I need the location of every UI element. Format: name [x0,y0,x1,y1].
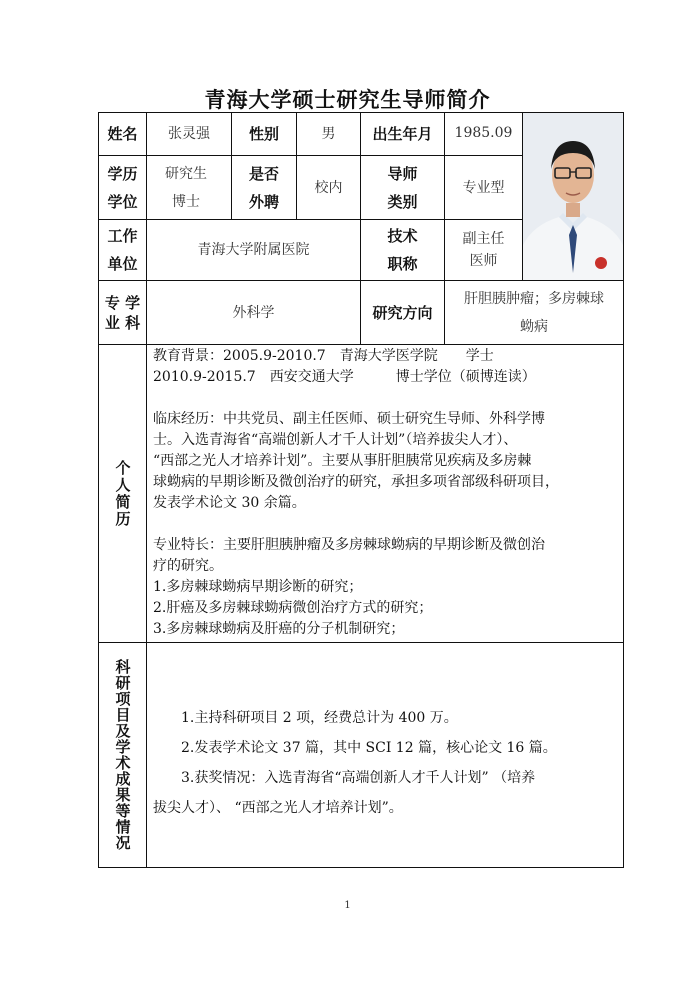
resume-line: 疗的研究。 [153,558,223,574]
tech-title-label-line2: 职称 [387,255,418,273]
education-label [99,156,146,219]
work-unit-label-line1: 工作 [107,227,138,245]
major-label [99,281,146,344]
external-label-line1: 是否 [248,164,279,183]
achievement-line: 3.获奖情况：入选青海省“高端创新人才千人计划” （培养 [181,770,536,786]
education-label-line2: 学位 [107,192,138,211]
external-label-line2: 外聘 [248,192,279,211]
resume-line: 临床经历：中共党员、副主任医师、硕士研究生导师、外科学博 [153,411,545,427]
achievement-line: 2.发表学术论文 37 篇，其中 SCI 12 篇，核心论文 16 篇。 [181,740,557,756]
supervisor-type-label [361,156,444,219]
resume-spacer [153,514,621,535]
gender-value: 男 [321,126,336,142]
resume-content [153,346,621,640]
profile-photo [523,113,623,280]
education-value-line2: 博士 [172,193,200,210]
document-title: 青海大学硕士研究生导师简介 [204,88,491,112]
achievements-label [99,643,146,867]
resume-line: 士。入选青海省“高端创新人才千人计划”（培养拔尖人才）、 [153,432,518,448]
work-unit-value: 青海大学附属医院 [197,242,310,258]
achievements-content [153,703,621,823]
name-value: 张灵强 [168,126,210,142]
resume-line: 1.多房棘球蚴病早期诊断的研究； [153,579,363,595]
resume-spacer [153,388,621,409]
resume-line: 教育背景：2005.9-2010.7 青海大学医学院 学士 [153,348,494,364]
external-value: 校内 [314,179,343,196]
education-value [147,156,231,219]
research-direction-line1: 肝胆胰肿瘤；多房棘球 [464,290,604,307]
research-direction-label: 研究方向 [372,303,433,322]
major-value: 外科学 [232,304,275,321]
gender-label: 性别 [248,125,279,143]
achievements-label-text: 科研项目及学术成果等情况 [113,659,132,851]
tech-title-value-line2: 医师 [469,253,498,269]
resume-line: “西部之光人才培养计划”。主要从事肝胆胰常见疾病及多房棘 [153,453,532,469]
page-number: 1 [344,900,351,911]
resume-line: 2.肝癌及多房棘球蚴病微创治疗方式的研究； [153,600,433,616]
supervisor-type-label-line2: 类别 [387,192,418,211]
supervisor-type-label-line1: 导师 [387,164,418,183]
tech-title-value [445,220,522,280]
resume-line: 2010.9-2015.7 西安交通大学 博士学位（硕博连读） [153,369,536,385]
education-label-line1: 学历 [107,164,138,183]
tech-title-value-line1: 副主任 [462,231,505,247]
tech-title-label [361,220,444,280]
external-label [232,156,296,219]
work-unit-label-line2: 单位 [107,255,138,273]
education-value-line1: 研究生 [165,165,207,182]
resume-line: 专业特长：主要肝胆胰肿瘤及多房棘球蚴病的早期诊断及微创治 [153,537,545,553]
research-direction-value [445,281,623,344]
portrait-figure [523,113,623,280]
work-unit-label [99,220,146,280]
major-label-line2: 业 科 [104,313,141,332]
resume-label-text: 个人简历 [113,459,132,528]
birth-value: 1985.09 [454,125,513,141]
tech-title-label-line1: 技术 [387,227,418,245]
major-label-line1: 专 学 [104,293,141,312]
research-direction-line2: 蚴病 [520,318,548,335]
resume-label [99,345,146,642]
supervisor-type-value: 专业型 [462,180,505,196]
birth-label: 出生年月 [372,125,433,143]
resume-line: 球蚴病的早期诊断及微创治疗的研究，承担多项省部级科研项目， [153,474,559,490]
resume-line: 3.多房棘球蚴病及肝癌的分子机制研究； [153,621,405,637]
achievement-line: 1.主持科研项目 2 项，经费总计为 400 万。 [181,710,458,726]
name-label: 姓名 [107,125,138,143]
achievement-line: 拔尖人才）、 “西部之光人才培养计划”。 [153,800,403,816]
resume-line: 发表学术论文 30 余篇。 [153,495,306,511]
